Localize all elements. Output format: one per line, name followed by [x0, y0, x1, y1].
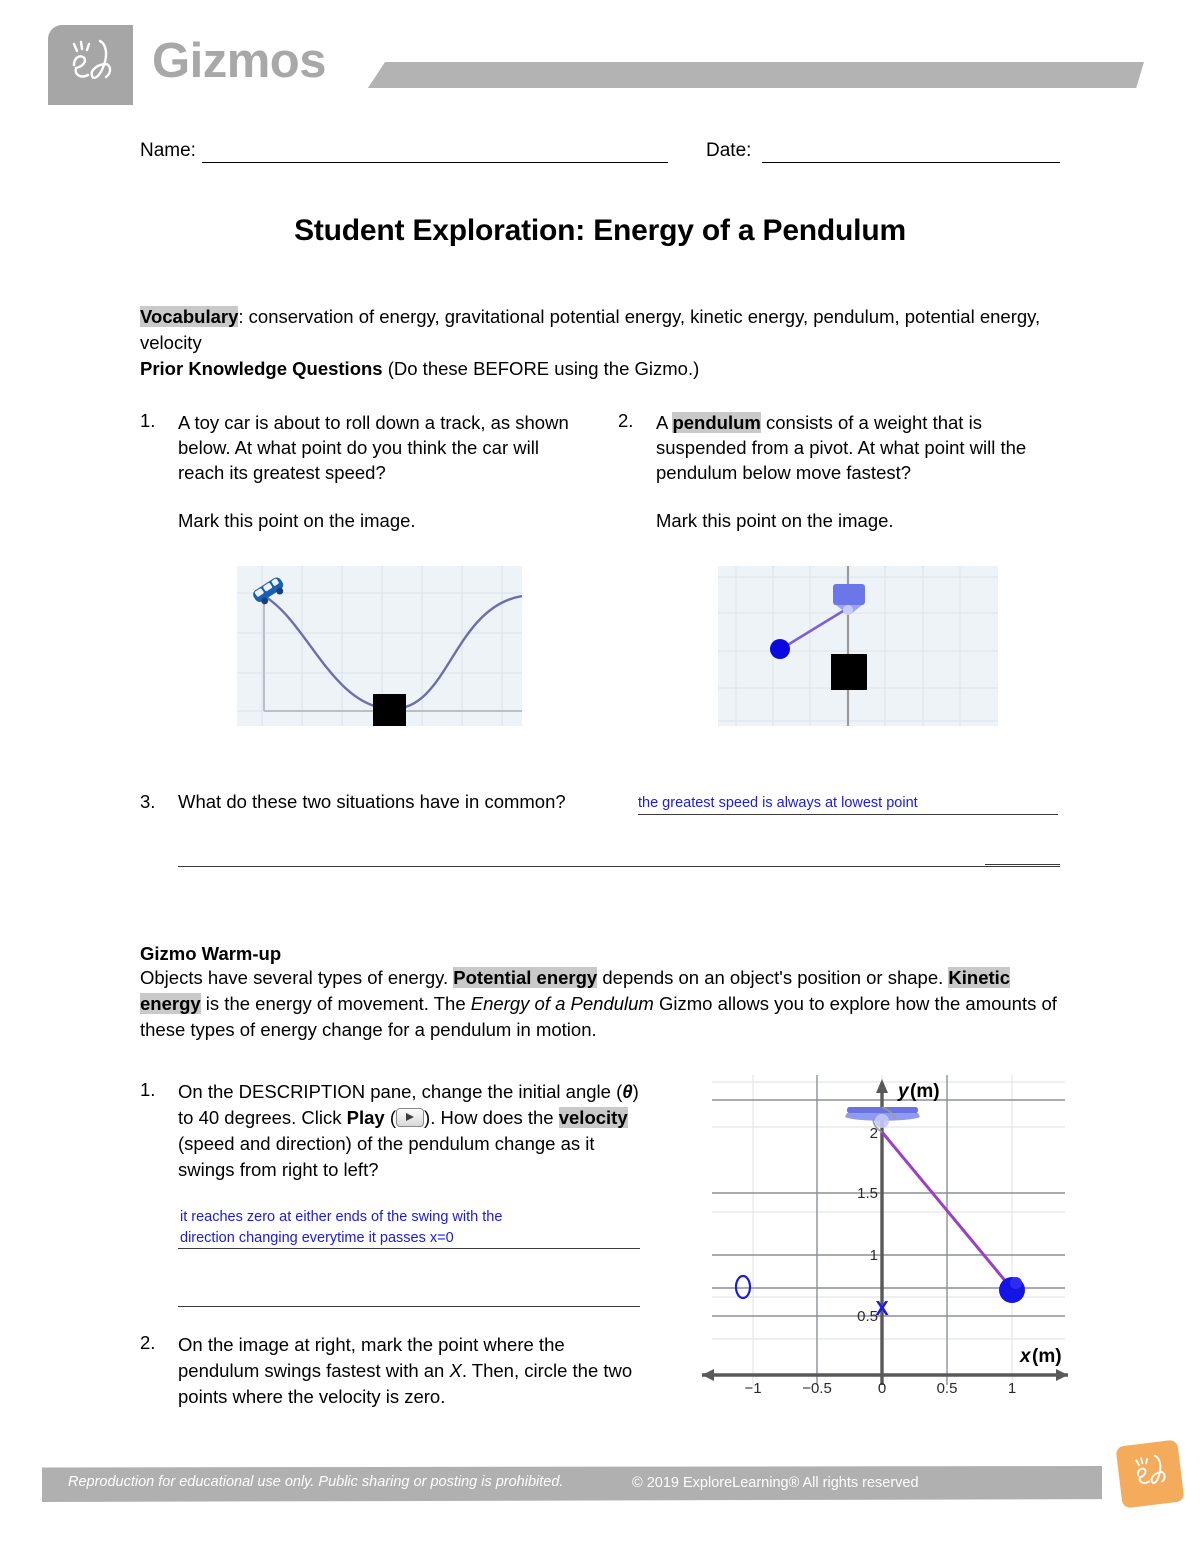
pivot-block [833, 584, 865, 605]
pendulum-graph [690, 1067, 1080, 1397]
gizmo-warmup-heading: Gizmo Warm-up [140, 943, 282, 964]
warmup-term-potential-energy: Potential energy [453, 967, 598, 988]
question-2-instruction: Mark this point on the image. [656, 510, 894, 531]
footer-notice: Reproduction for educational use only. Public sharing or posting is prohibited. [68, 1474, 564, 1490]
y-axis-label: y [898, 1081, 909, 1102]
question-3-text: What do these two situations have in common? [178, 791, 566, 812]
vocabulary-label: Vocabulary [140, 306, 239, 327]
gizmo-warmup-body [140, 965, 1060, 1043]
wq1-answer-line-2: direction changing everytime it passes x=0 [180, 1230, 454, 1246]
footer-copyright: © 2019 ExploreLearning® All rights reserved [632, 1475, 919, 1491]
name-date-row [140, 130, 1060, 166]
warmup-text-4: Gizmo allows you to explore how the amounts of these types of energy change for a pendulum in motion. [140, 993, 1057, 1040]
name-label: Name: [140, 140, 196, 161]
question-1 [140, 410, 570, 532]
vocabulary-block [140, 304, 1060, 356]
warmup-questions-section [140, 1079, 1060, 1409]
question-3-answer-line-2b[interactable] [985, 864, 1060, 865]
prior-knowledge-questions [140, 410, 1060, 540]
wq1-term-velocity: velocity [558, 1107, 628, 1128]
black-square-mark [373, 694, 406, 726]
page-footer [0, 1466, 1200, 1512]
warmup-text-3: is the energy of movement. The [200, 993, 471, 1014]
y-axis-unit: (m) [910, 1081, 940, 1102]
wq1-part-b: ) to 40 degrees. Click [178, 1081, 639, 1128]
brand-title: Gizmos [152, 34, 326, 88]
pendulum-svg [718, 566, 998, 726]
question-2 [618, 410, 1048, 532]
date-label: Date: [706, 140, 752, 161]
wq1-answer-rule-1[interactable] [178, 1248, 640, 1249]
svg-text:0.5: 0.5 [857, 1308, 878, 1325]
warmup-gizmo-title: Energy of a Pendulum [470, 993, 654, 1014]
warmup-question-2 [140, 1332, 650, 1410]
vocabulary-terms: conservation of energy, gravitational potential energy, kinetic energy, pendulum, potential energy, velocity [140, 306, 1041, 353]
toy-car-track-svg [237, 566, 522, 726]
question-1-text: A toy car is about to roll down a track, as shown below. At what point do you think the car will reach its greatest speed? [178, 412, 569, 483]
prior-knowledge-heading-bold: Prior Knowledge Questions [140, 358, 383, 379]
page-title: Student Exploration: Energy of a Pendulum [294, 214, 906, 247]
pivot-hinge [843, 605, 853, 615]
wq1-play-label: Play [346, 1107, 385, 1128]
wq1-part-d: ). How does the [424, 1107, 559, 1128]
svg-text:−1: −1 [744, 1380, 762, 1397]
question-1-number: 1. [140, 410, 156, 431]
pendulum-figure [718, 566, 998, 726]
warmup-question-2-text [178, 1332, 650, 1410]
wq2-part-b: . Then, circle the two points where the velocity is zero. [178, 1360, 633, 1407]
x-axis-unit: (m) [1032, 1346, 1062, 1367]
wq1-theta-symbol: θ [622, 1081, 633, 1102]
svg-text:−0.5: −0.5 [802, 1380, 832, 1397]
footer-logo-box [1115, 1439, 1184, 1508]
play-button-icon[interactable] [396, 1108, 424, 1127]
el-logo-icon [1115, 1439, 1184, 1508]
pendulum-bob-highlight [1010, 1277, 1022, 1289]
x-mark-annotation: X [875, 1298, 889, 1320]
date-input-line[interactable] [762, 138, 1060, 163]
warmup-question-1-text [178, 1079, 650, 1183]
warmup-term-kinetic-energy: Kinetic energy [140, 967, 1011, 1014]
question-2-term: pendulum [672, 412, 761, 433]
gizmo-warmup-section [140, 943, 1060, 1043]
pendulum-graph-svg [690, 1067, 1080, 1397]
prior-knowledge-heading [140, 356, 1060, 382]
svg-text:0.5: 0.5 [936, 1380, 958, 1397]
warmup-question-1-answer[interactable] [180, 1207, 630, 1249]
wq2-part-a: On the image at right, mark the point where the pendulum swings fastest with an [178, 1334, 565, 1381]
svg-text:1: 1 [1007, 1380, 1017, 1397]
wq1-part-a: On the DESCRIPTION pane, change the initial angle ( [178, 1081, 623, 1102]
wq1-part-c: ( [384, 1107, 397, 1128]
wq1-part-e: (speed and direction) of the pendulum change as it swings from right to left? [178, 1133, 595, 1180]
warmup-text-2: depends on an object's position or shape. [597, 967, 949, 988]
question-2-number: 2. [618, 410, 634, 431]
question-3 [140, 791, 1060, 823]
worksheet-content [140, 130, 1060, 1409]
prior-knowledge-heading-rest: (Do these BEFORE using the Gizmo.) [382, 358, 700, 379]
svg-text:2: 2 [869, 1125, 878, 1142]
question-3-number: 3. [140, 791, 156, 812]
prior-knowledge-figures [140, 566, 1060, 736]
question-2-text-pre: A [656, 412, 673, 433]
warmup-text-1: Objects have several types of energy. [140, 967, 454, 988]
black-square-mark [831, 654, 867, 690]
wq1-answer-rule-2[interactable] [178, 1306, 640, 1307]
svg-text:1.5: 1.5 [857, 1185, 878, 1202]
wq1-answer-line-1: it reaches zero at either ends of the swing with the [180, 1209, 503, 1225]
pendulum-bob [770, 639, 790, 659]
x-axis-label: x [1020, 1346, 1031, 1367]
toy-car-track-figure [237, 566, 522, 726]
question-1-instruction: Mark this point on the image. [178, 510, 416, 531]
wq2-italic-x: X [449, 1360, 462, 1381]
warmup-question-2-number: 2. [140, 1332, 156, 1353]
svg-text:1: 1 [869, 1247, 878, 1264]
question-3-answer[interactable]: the greatest speed is always at lowest point [638, 795, 1058, 815]
question-2-text [656, 410, 1048, 485]
warmup-question-1 [140, 1079, 650, 1246]
name-input-line[interactable] [202, 138, 668, 163]
warmup-question-1-number: 1. [140, 1079, 156, 1100]
question-2-text-post: consists of a weight that is suspended from a pivot. At what point will the pendulum below move fastest? [656, 412, 1027, 483]
question-3-answer-line-2[interactable] [178, 866, 1060, 867]
vocabulary-separator: : [238, 306, 249, 327]
svg-text:0: 0 [877, 1380, 887, 1397]
